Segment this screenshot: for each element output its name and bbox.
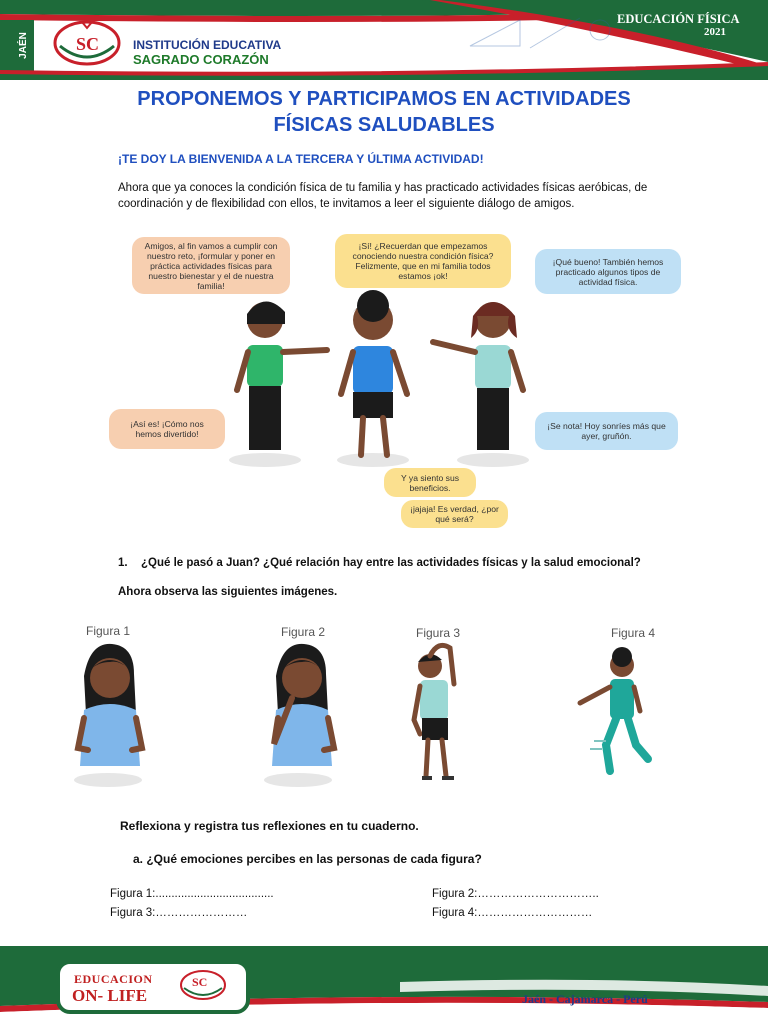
welcome-heading: ¡TE DOY LA BIENVENIDA A LA TERCERA Y ÚLTIMA ACTIVIDAD!	[118, 152, 484, 166]
figure-1-image	[70, 640, 150, 790]
page-title-line2: FÍSICAS SALUDABLES	[273, 114, 495, 136]
intro-paragraph: Ahora que ya conoces la condición física de tu familia y has practicado actividades físicas aeróbicas, de coordinación y de flexibilidad con ellos, te invitamos a leer el siguiente diálogo de amigos.	[118, 182, 648, 210]
figure-3-image	[408, 640, 468, 790]
figure-2-label: Figura 2	[281, 625, 326, 639]
footer-edu-label: EDUCACION	[74, 972, 153, 986]
figure-2-image	[262, 640, 342, 790]
institution-line2: SAGRADO CORAZÓN	[133, 52, 269, 67]
speech-bubble-2: ¡Sí! ¿Recuerdan que empezamos conociendo nuestra condición física? Felizmente, que en mi familia todos estamos ¡ok!	[335, 234, 511, 288]
speech-bubble-3: ¡Qué bueno! También hemos practicado algunos tipos de actividad física.	[535, 249, 681, 294]
speech-bubble-7: ¡jajaja! Es verdad, ¿por qué será?	[401, 500, 508, 528]
question-1-text: ¿Qué le pasó a Juan? ¿Qué relación hay entre las actividades físicas y la salud emocional?	[141, 557, 641, 569]
speech-bubble-6: Y ya siento sus beneficios.	[384, 468, 476, 497]
page-title-line1: PROPONEMOS Y PARTICIPAMOS EN ACTIVIDADES	[137, 88, 631, 110]
institution-line1: INSTITUCIÓN EDUCATIVA	[133, 38, 282, 52]
course-label: EDUCACIÓN FÍSICA	[617, 12, 740, 26]
question-a: a. ¿Qué emociones percibes en las personas de cada figura?	[133, 852, 482, 866]
footer-logo-text: SC	[192, 975, 208, 989]
logo-text: SC	[76, 34, 100, 54]
answer-figure-2[interactable]: Figura 2:…………………………..	[432, 888, 599, 900]
speech-bubble-5: ¡Se nota! Hoy sonríes más que ayer, gruñón.	[535, 412, 678, 450]
figure-4-image	[576, 645, 656, 785]
answer-figure-1[interactable]: Figura 1:.....................................	[110, 888, 274, 900]
question-1-number: 1.	[118, 557, 128, 569]
figure-3-label: Figura 3	[416, 626, 461, 640]
speech-bubble-4: ¡Así es! ¡Cómo nos hemos divertido!	[109, 409, 225, 449]
figure-4-label: Figura 4	[611, 626, 656, 640]
reflect-instruction: Reflexiona y registra tus reflexiones en tu cuaderno.	[120, 819, 419, 833]
header-side-label: JAÉN	[17, 32, 29, 59]
speech-bubble-1: Amigos, al fin vamos a cumplir con nuestro reto, ¡formular y poner en práctica actividades físicas para nuestro bienestar y el de nuestra familia!	[132, 237, 290, 294]
footer-location: Jaén - Cajamarca - Perú	[522, 992, 648, 1006]
answer-figure-4[interactable]: Figura 4:…………………………	[432, 907, 593, 919]
footer-onlife-label: ON- LIFE	[72, 986, 148, 1005]
observe-instruction: Ahora observa las siguientes imágenes.	[118, 586, 338, 598]
answer-figure-3[interactable]: Figura 3:……………………	[110, 907, 248, 919]
year-label: 2021	[704, 26, 726, 38]
figure-1-label: Figura 1	[86, 624, 131, 638]
friends-illustration	[215, 290, 545, 470]
